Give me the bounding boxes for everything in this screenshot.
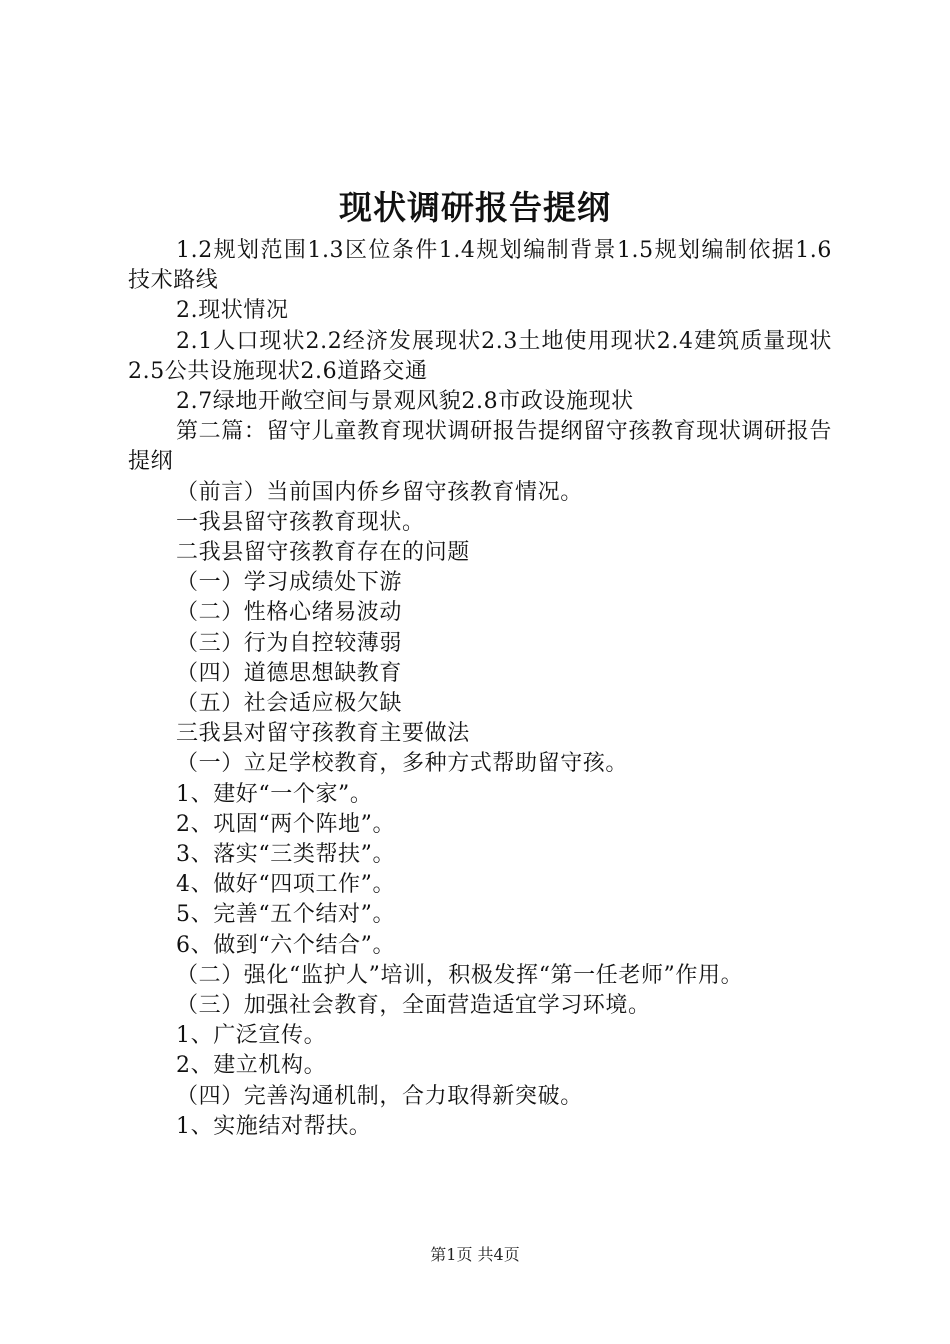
document-title: 现状调研报告提纲 (339, 188, 611, 227)
paragraph: （前言）当前国内侨乡留守孩教育情况。 (176, 479, 583, 505)
paragraph: （五）社会适应极欠缺 (176, 691, 403, 717)
paragraph: 2、建立机构。 (176, 1053, 327, 1079)
paragraph: 二我县留守孩教育存在的问题 (176, 540, 470, 566)
paragraph: 第二篇：留守儿童教育现状调研报告提纲留守孩教育现状调研报告提纲 (128, 419, 832, 475)
document-body (128, 236, 832, 1142)
paragraph: 5、完善“五个结对”。 (176, 902, 396, 928)
paragraph: （三）行为自控较薄弱 (176, 630, 403, 656)
paragraph: 1、广泛宣传。 (176, 1023, 327, 1049)
paragraph: 1、实施结对帮扶。 (176, 1113, 372, 1139)
paragraph: 三我县对留守孩教育主要做法 (176, 721, 470, 747)
paragraph: 6、做到“六个结合”。 (176, 932, 396, 958)
paragraph: 2、巩固“两个阵地”。 (176, 811, 396, 837)
paragraph: 1.2规划范围1.3区位条件1.4规划编制背景1.5规划编制依据1.6技术路线 (128, 238, 832, 294)
paragraph: 3、落实“三类帮扶”。 (176, 842, 396, 868)
paragraph: （三）加强社会教育，全面营造适宜学习环境。 (176, 993, 651, 1019)
paragraph: （一）学习成绩处下游 (176, 570, 403, 596)
paragraph: 1、建好“一个家”。 (176, 781, 373, 807)
paragraph: 一我县留守孩教育现状。 (176, 509, 425, 535)
paragraph: （四）道德思想缺教育 (176, 660, 403, 686)
paragraph: （一）立足学校教育，多种方式帮助留守孩。 (176, 751, 629, 777)
paragraph: 4、做好“四项工作”。 (176, 872, 396, 898)
paragraph: （四）完善沟通机制，合力取得新突破。 (176, 1083, 583, 1109)
page-number-footer: 第1页 共4页 (430, 1245, 520, 1264)
paragraph: （二）强化“监护人”培训，积极发挥“第一任老师”作用。 (176, 962, 744, 988)
paragraph: 2.1人口现状2.2经济发展现状2.3土地使用现状2.4建筑质量现状2.5公共设施现状2.6道路交通 (128, 328, 832, 384)
paragraph: （二）性格心绪易波动 (176, 600, 403, 626)
paragraph: 2.7绿地开敞空间与景观风貌2.8市政设施现状 (176, 389, 634, 415)
paragraph: 2.现状情况 (176, 298, 289, 324)
